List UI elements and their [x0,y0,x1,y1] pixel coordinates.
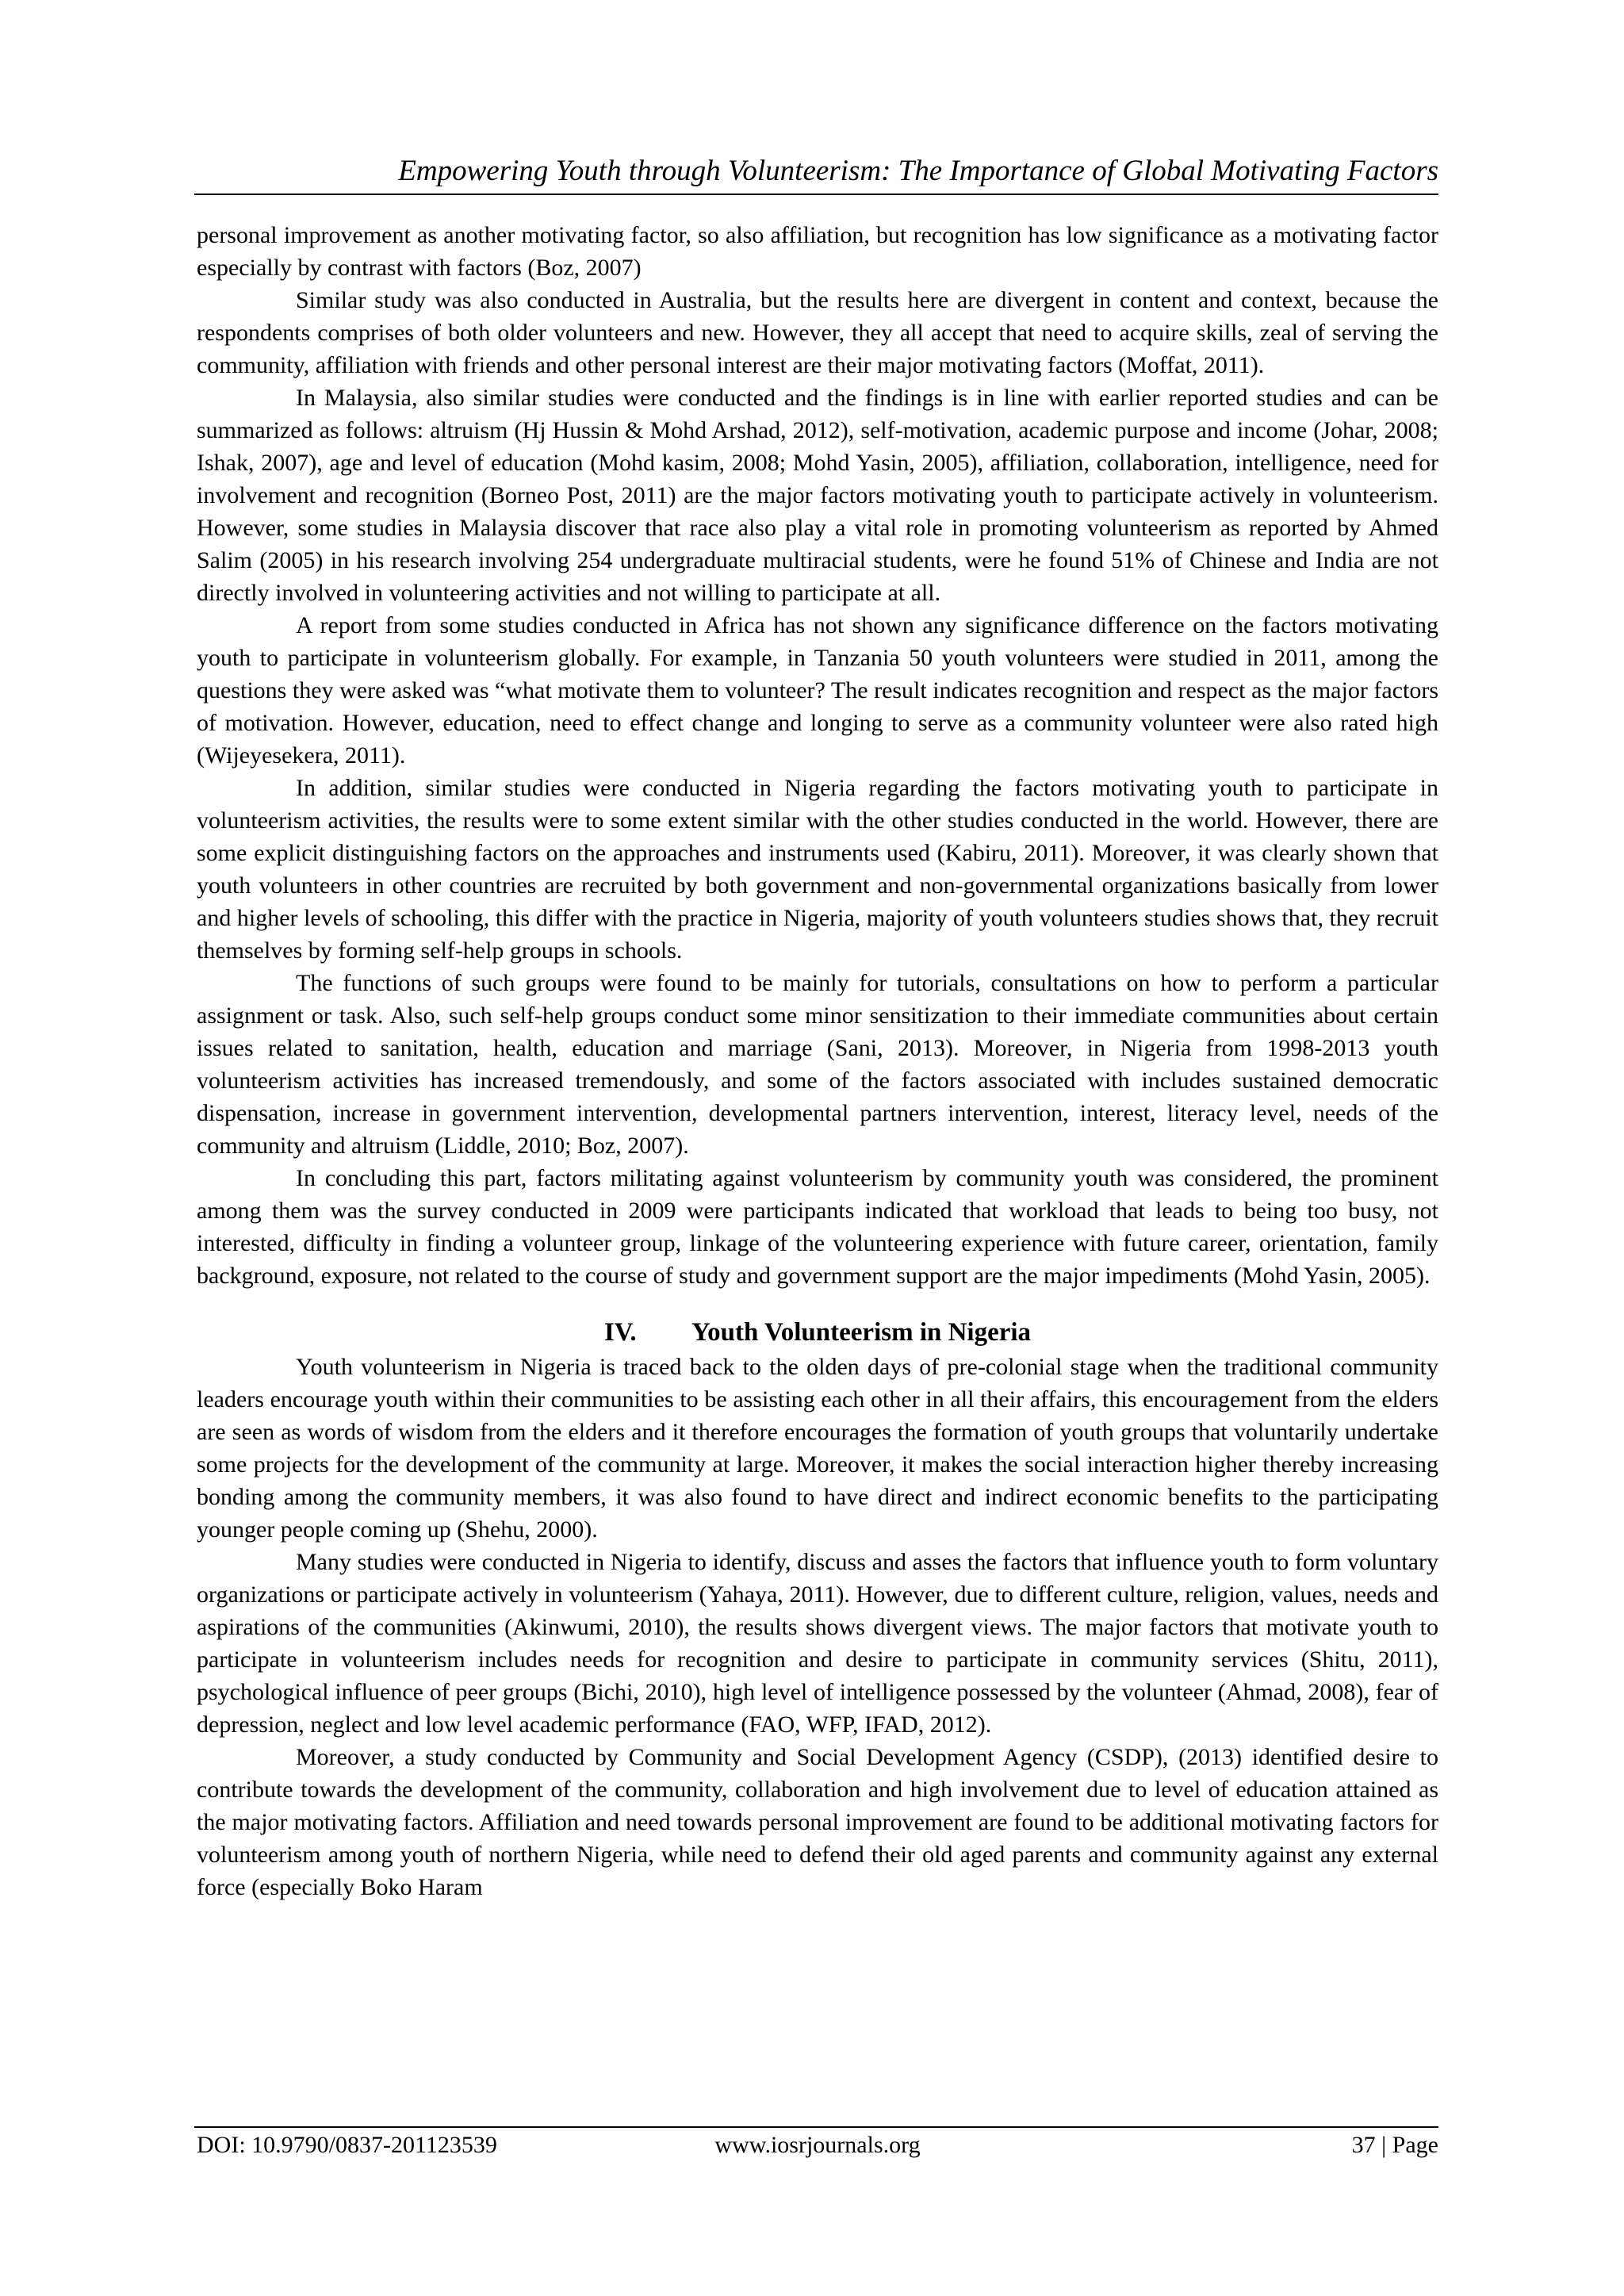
section-title: Youth Volunteerism in Nigeria [691,1318,1032,1347]
article-body [197,219,1438,1903]
footer-rule [194,2126,1438,2128]
page-footer [197,2130,1438,2162]
paragraph: A report from some studies conducted in Africa has not shown any significance difference on the factors motivating youth to participate in volunteerism globally. For example, in Tanzania 50 youth volunteers were studied in 2011, among the questions they were asked was “what motivate them to volunteer? The result indicates recognition and respect as the major factors of motivation. However, education, need to effect change and longing to serve as a community volunteer were also rated high (Wijeyesekera, 2011). [197,612,1438,769]
footer-website: www.iosrjournals.org [714,2132,921,2158]
header-rule [194,194,1438,195]
section-number: IV. [603,1318,637,1347]
paragraph: The functions of such groups were found to be mainly for tutorials, consultations on how to perform a particular assignment or task. Also, such self-help groups conduct some minor sensitization to their immediate communities about certain issues related to sanitation, health, education and marriage (Sani, 2013). Moreover, in Nigeria from 1998-2013 youth volunteerism activities has increased tremendously, and some of the factors associated with includes sustained democratic dispensation, increase in government intervention, developmental partners intervention, interest, literacy level, needs of the community and altruism (Liddle, 2010; Boz, 2007). [197,970,1438,1159]
footer-page-number: 37 | Page [1351,2132,1438,2158]
paragraph: In addition, similar studies were conducted in Nigeria regarding the factors motivating youth to participate in volunteerism activities, the results were to some extent similar with the other studies conducted in the world. However, there are some explicit distinguishing factors on the approaches and instruments used (Kabiru, 2011). Moreover, it was clearly shown that youth volunteers in other countries are recruited by both government and non-governmental organizations basically from lower and higher levels of schooling, this differ with the practice in Nigeria, majority of youth volunteers studies shows that, they recruit themselves by forming self-help groups in schools. [197,775,1438,964]
section-heading [197,1317,1438,1349]
paragraph: Moreover, a study conducted by Community and Social Development Agency (CSDP), (2013) identified desire to contribute towards the development of the community, collaboration and high involvement due to level of education attained as the major motivating factors. Affiliation and need towards personal improvement are found to be additional motivating factors for volunteerism among youth of northern Nigeria, while need to defend their old aged parents and community against any external force (especially Boko Haram [197,1744,1438,1900]
paragraph: personal improvement as another motivating factor, so also affiliation, but recognition has low significance as a motivating factor especially by contrast with factors (Boz, 2007) [197,222,1438,281]
footer-doi: DOI: 10.9790/0837-201123539 [197,2132,497,2158]
running-header: Empowering Youth through Volunteerism: The Importance of Global Motivating Factors [398,155,1438,187]
paragraph: Many studies were conducted in Nigeria to identify, discuss and asses the factors that influence youth to form voluntary organizations or participate actively in volunteerism (Yahaya, 2011). However, due to different culture, religion, values, needs and aspirations of the communities (Akinwumi, 2010), the results shows divergent views. The major factors that motivate youth to participate in volunteerism includes needs for recognition and desire to participate in community services (Shitu, 2011), psychological influence of peer groups (Bichi, 2010), high level of intelligence possessed by the volunteer (Ahmad, 2008), fear of depression, neglect and low level academic performance (FAO, WFP, IFAD, 2012). [197,1549,1438,1738]
paragraph: Similar study was also conducted in Australia, but the results here are divergent in content and context, because the respondents comprises of both older volunteers and new. However, they all accept that need to acquire skills, zeal of serving the community, affiliation with friends and other personal interest are their major motivating factors (Moffat, 2011). [197,287,1438,378]
paragraph: Youth volunteerism in Nigeria is traced back to the olden days of pre-colonial stage when the traditional community leaders encourage youth within their communities to be assisting each other in all their affairs, this encouragement from the elders are seen as words of wisdom from the elders and it therefore encourages the formation of youth groups that voluntarily undertake some projects for the development of the community at large. Moreover, it makes the social interaction higher thereby increasing bonding among the community members, it was also found to have direct and indirect economic benefits to the participating younger people coming up (Shehu, 2000). [197,1354,1438,1543]
paragraph: In concluding this part, factors militating against volunteerism by community youth was considered, the prominent among them was the survey conducted in 2009 were participants indicated that workload that leads to being too busy, not interested, difficulty in finding a volunteer group, linkage of the volunteering experience with future career, orientation, family background, exposure, not related to the course of study and government support are the major impediments (Mohd Yasin, 2005). [197,1165,1438,1289]
paragraph: In Malaysia, also similar studies were conducted and the findings is in line with earlier reported studies and can be summarized as follows: altruism (Hj Hussin & Mohd Arshad, 2012), self-motivation, academic purpose and income (Johar, 2008; Ishak, 2007), age and level of education (Mohd kasim, 2008; Mohd Yasin, 2005), affiliation, collaboration, intelligence, need for involvement and recognition (Borneo Post, 2011) are the major factors motivating youth to participate actively in volunteerism. However, some studies in Malaysia discover that race also play a vital role in promoting volunteerism as reported by Ahmed Salim (2005) in his research involving 254 undergraduate multiracial students, were he found 51% of Chinese and India are not directly involved in volunteering activities and not willing to participate at all. [197,385,1438,606]
